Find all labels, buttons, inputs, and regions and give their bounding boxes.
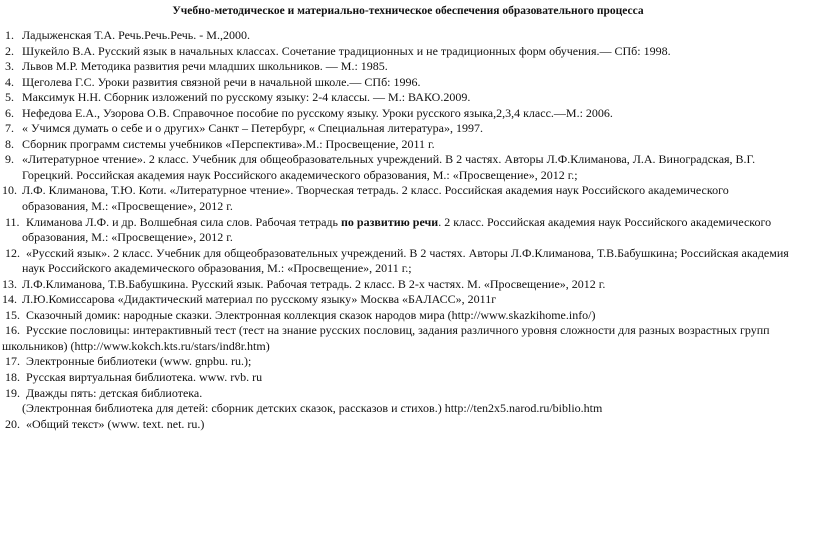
list-item [0,386,816,402]
list-item [0,308,816,324]
list-item [0,152,816,168]
list-item-continuation [0,339,816,355]
list-item [0,183,816,199]
item-number: 20. [5,416,20,431]
item-number: 17. [5,354,20,369]
item-text-part: . 2 класс. Российская академия наук Российского академического [438,214,772,229]
list-item-continuation [0,261,816,277]
item-text: «Литературное чтение». 2 класс. Учебник для общеобразовательных учреждений. В 2 частях. Авторы Л.Ф.Климанова, Л.А. Виноградская, В.Г. [22,152,756,167]
item-text-continuation: (Электронная библиотека для детей: сборник детских сказок, рассказов и стихов.) http://ten2x5.narod.ru/biblio.htm [22,401,603,416]
item-text-continuation: школьников) (http://www.kokch.kts.ru/stars/ind8r.htm) [2,338,270,353]
item-text-continuation: образования, М.: «Просвещение», 2012 г. [22,230,233,245]
item-text [26,215,771,231]
item-text: Электронные библиотеки (www. gnpbu. ru.); [26,354,252,369]
item-number: 11. [5,214,20,229]
item-text: Сказочный домик: народные сказки. Электронная коллекция сказок народов мира (http://www.skazkihome.info/) [26,307,596,322]
list-item [0,59,816,75]
item-text: Дважды пять: детская библиотека. [26,385,203,400]
item-number: 13. [2,276,17,291]
list-item [0,246,816,262]
item-text-continuation: наук Российского академического образования, М.: «Просвещение», 2011 г.; [22,261,412,276]
item-text: Русская виртуальная библиотека. www. rvb. ru [26,370,263,385]
item-text: Шукейло В.А. Русский язык в начальных классах. Сочетание традиционных и не традиционных форм обучения.— СПб: 1998. [22,43,671,58]
item-number: 10. [2,183,17,198]
item-number: 3. [5,59,14,74]
bibliography-list [0,28,816,432]
item-text: Максимук Н.Н. Сборник изложений по русскому языку: 2-4 классы. — М.: ВАКО.2009. [22,90,471,105]
item-text: Сборник программ системы учебников «Перспектива».М.: Просвещение, 2011 г. [22,136,435,151]
list-item [0,28,816,44]
item-text-continuation: образования, М.: «Просвещение», 2012 г. [22,199,233,214]
item-text: Л.Ф. Климанова, Т.Ю. Коти. «Литературное чтение». Творческая тетрадь. 2 класс. Российская академия наук Российского академического [22,183,729,198]
item-number: 18. [5,370,20,385]
item-number: 9. [5,152,14,167]
item-number: 1. [5,28,14,42]
item-text: Львов М.Р. Методика развития речи младших школьников. — М.: 1985. [22,59,388,74]
item-number: 2. [5,43,14,58]
item-number: 6. [5,105,14,120]
item-text: Ладыженская Т.А. Речь.Речь.Речь. - М.,2000. [22,28,250,42]
document-title: Учебно-методическое и материально-техническое обеспечения образовательного процесса [172,5,644,17]
item-text: Щеголева Г.С. Уроки развития связной речи в начальной школе.— СПб: 1996. [22,74,421,89]
item-number: 5. [5,90,14,105]
list-item [0,277,816,293]
item-number: 7. [5,121,14,136]
item-number: 14. [2,292,17,307]
list-item [0,370,816,386]
item-text-part: Климанова Л.Ф. и др. Волшебная сила слов. Рабочая тетрадь [26,214,342,229]
item-text: Л.Ю.Комиссарова «Дидактический материал по русскому языку» Москва «БАЛАСС», 2011г [22,292,497,307]
list-item [0,44,816,60]
list-item [0,106,816,122]
list-item [0,121,816,137]
item-number: 12. [5,245,20,260]
item-text-bold: по развитию речи [341,214,439,229]
list-item [0,323,816,339]
item-number: 8. [5,136,14,151]
list-item-continuation [0,401,816,417]
list-item [0,75,816,91]
item-text: « Учимся думать о себе и о других» Санкт – Петербург, « Специальная литература», 1997. [22,121,483,136]
item-text: «Общий текст» (www. text. net. ru.) [26,416,205,431]
item-text: «Русский язык». 2 класс. Учебник для общеобразовательных учреждений. В 2 частях. Авторы Л.Ф.Климанова, Т.В.Бабушкина; Российская академия [26,245,789,260]
item-number: 4. [5,74,14,89]
list-item [0,354,816,370]
list-item [0,417,816,433]
list-item-continuation [0,168,816,184]
list-item [0,137,816,153]
item-text: Нефедова Е.А., Узорова О.В. Справочное пособие по русскому языку. Уроки русского языка,2,3,4 класс.—М.: 2006. [22,105,613,120]
item-number: 19. [5,385,20,400]
item-text-continuation: Горецкий. Российская академия наук Российского академического образования, М.: «Просвещение», 2012 г.; [22,167,578,182]
item-text: Русские пословицы: интерактивный тест (тест на знание русских пословиц, задания различного уровня сложности для разных возрастных групп [26,323,770,338]
list-item [0,90,816,106]
list-item-continuation [0,199,816,215]
item-number: 16. [5,323,20,338]
item-number: 15. [5,307,20,322]
list-item [0,292,816,308]
list-item [0,215,816,231]
item-text: Л.Ф.Климанова, Т.В.Бабушкина. Русский язык. Рабочая тетрадь. 2 класс. В 2-х частях. М. «Просвещение», 2012 г. [22,276,606,291]
list-item-continuation [0,230,816,246]
